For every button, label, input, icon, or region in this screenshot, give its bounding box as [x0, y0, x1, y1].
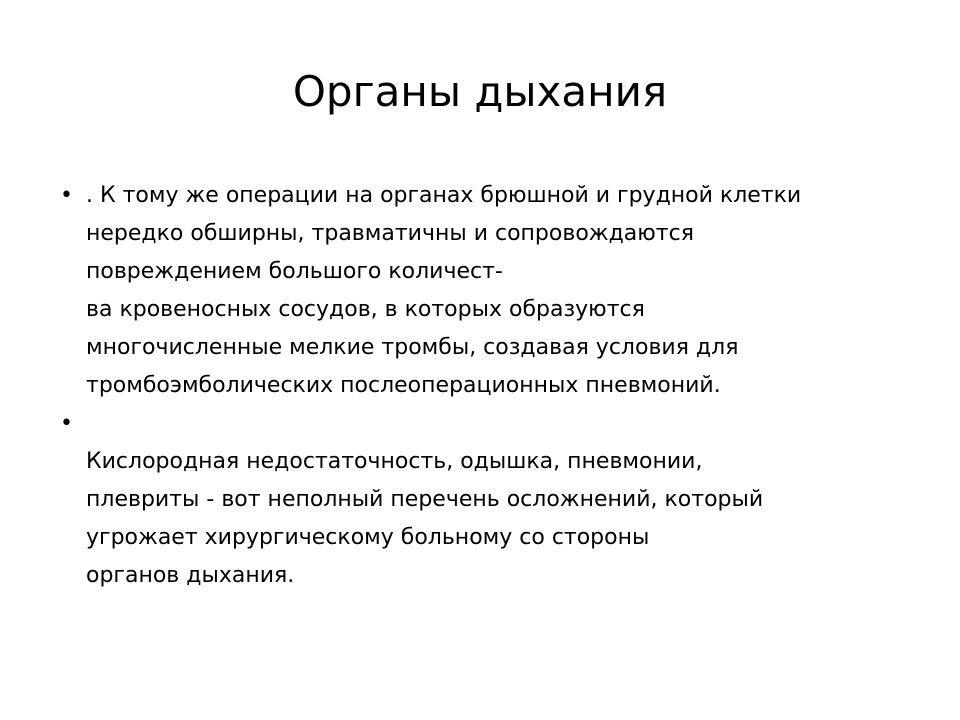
bullet-text-line: многочисленные мелкие тромбы, создавая условия для	[86, 335, 739, 360]
bullet-text-line: угрожает хирургическому больному со стороны	[86, 525, 650, 550]
bullet-item	[60, 405, 910, 595]
bullet-text-line: Кислородная недостаточность, одышка, пневмонии,	[86, 449, 703, 474]
bullet-text-line: тромбоэмболических послеоперационных пневмоний.	[86, 373, 721, 398]
bullet-text-line: нередко обширны, травматичны и сопровождаются	[86, 221, 694, 246]
bullet-dot-icon: •	[60, 183, 73, 208]
bullet-dot-icon: •	[60, 411, 73, 436]
bullet-text-line: органов дыхания.	[86, 563, 295, 588]
bullet-text-line: плевриты - вот неполный перечень осложнений, который	[86, 487, 764, 512]
bullet-list	[60, 177, 910, 595]
bullet-text-line: повреждением большого количест-	[86, 259, 503, 284]
bullet-text-line: ва кровеносных сосудов, в которых образуются	[86, 297, 645, 322]
bullet-text-line	[86, 405, 910, 443]
bullet-text-line: . К тому же операции на органах брюшной и грудной клетки	[86, 183, 802, 208]
bullet-item	[60, 177, 910, 405]
slide-title: Органы дыхания	[292, 67, 668, 116]
